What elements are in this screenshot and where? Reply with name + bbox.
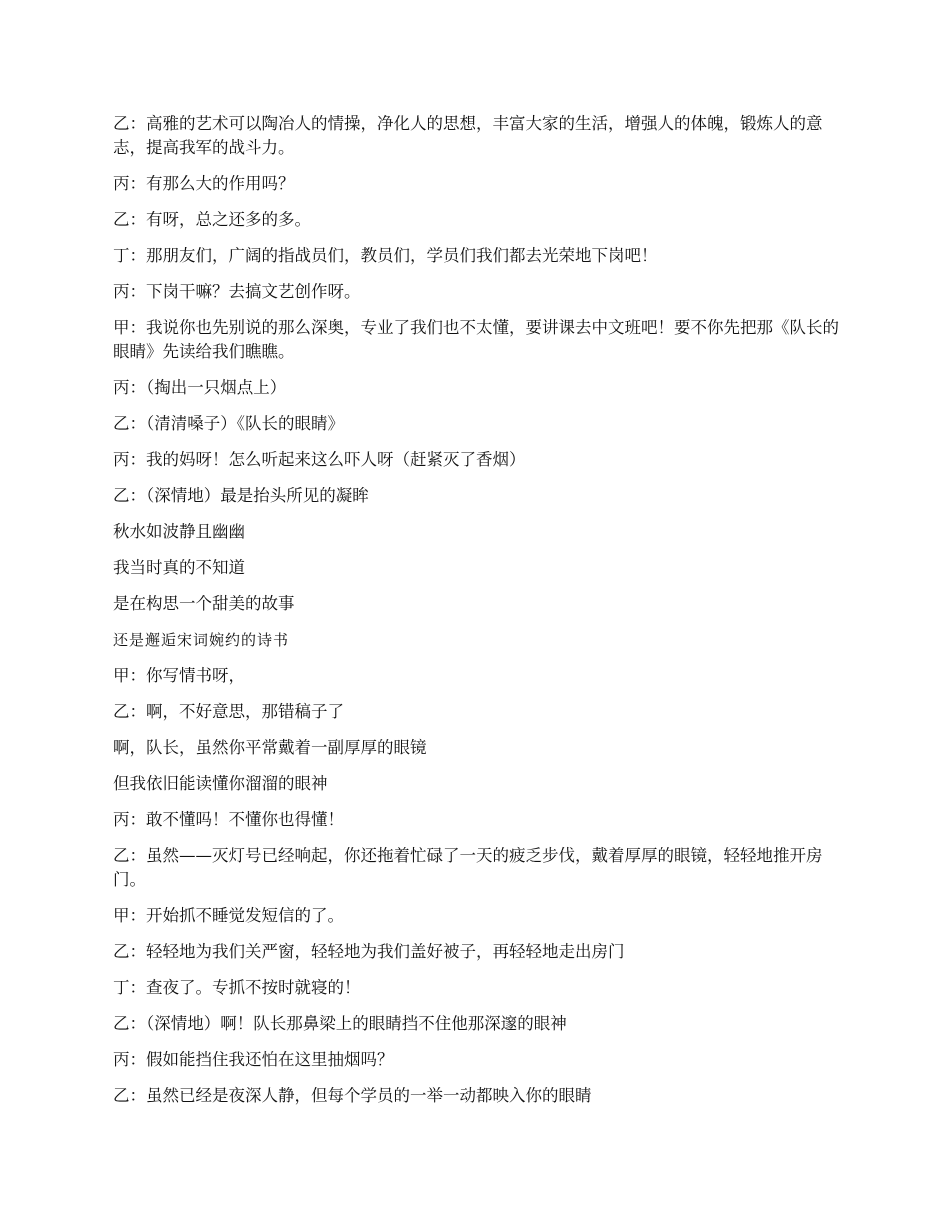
paragraph: 乙：高雅的艺术可以陶冶人的情操，净化人的思想，丰富大家的生活，增强人的体魄，锻炼人的意志，提高我军的战斗力。 bbox=[113, 114, 823, 157]
paragraph: 丁：那朋友们，广阔的指战员们，教员们，学员们我们都去光荣地下岗吧！ bbox=[113, 246, 658, 265]
paragraph: 乙：轻轻地为我们关严窗，轻轻地为我们盖好被子，再轻轻地走出房门 bbox=[113, 942, 625, 961]
paragraph: 丙：敢不懂吗！不懂你也得懂！ bbox=[113, 810, 344, 829]
paragraph: 丁：查夜了。专抓不按时就寝的！ bbox=[113, 978, 361, 997]
paragraph: 甲：开始抓不睡觉发短信的了。 bbox=[113, 906, 344, 925]
paragraph: 丙：假如能挡住我还怕在这里抽烟吗？ bbox=[113, 1050, 394, 1069]
document-body bbox=[113, 112, 843, 1120]
paragraph: 丙：我的妈呀！怎么听起来这么吓人呀（赶紧灭了香烟） bbox=[113, 450, 526, 469]
paragraph: 乙：（清清嗓子）《队长的眼睛》 bbox=[113, 414, 344, 433]
poem-line: 秋水如波静且幽幽 bbox=[113, 522, 245, 541]
poem-line: 啊，队长，虽然你平常戴着一副厚厚的眼镜 bbox=[113, 738, 427, 757]
paragraph: 乙：（深情地）啊！队长那鼻梁上的眼睛挡不住他那深邃的眼神 bbox=[113, 1014, 567, 1033]
paragraph: 丙：有那么大的作用吗？ bbox=[113, 174, 295, 193]
paragraph: 甲：你写情书呀， bbox=[113, 666, 245, 685]
paragraph: 丙：下岗干嘛？去搞文艺创作呀。 bbox=[113, 282, 361, 301]
poem-line: 但我依旧能读懂你溜溜的眼神 bbox=[113, 774, 328, 793]
paragraph: 乙：啊，不好意思，那错稿子了 bbox=[113, 702, 344, 721]
poem-line: 是在构思一个甜美的故事 bbox=[113, 594, 295, 613]
paragraph: 甲：我说你也先别说的那么深奥，专业了我们也不太懂，要讲课去中文班吧！要不你先把那《队长的眼睛》先读给我们瞧瞧。 bbox=[113, 318, 839, 361]
paragraph: 乙：有呀，总之还多的多。 bbox=[113, 210, 311, 229]
poem-line: 我当时真的不知道 bbox=[113, 558, 245, 577]
poem-line: 还是邂逅宋词婉约的诗书 bbox=[113, 631, 290, 649]
paragraph: 乙：虽然已经是夜深人静，但每个学员的一举一动都映入你的眼睛 bbox=[113, 1086, 592, 1105]
paragraph: 乙：虽然——灭灯号已经响起，你还拖着忙碌了一天的疲乏步伐，戴着厚厚的眼镜，轻轻地推开房门。 bbox=[113, 846, 823, 889]
paragraph: 丙：（掏出一只烟点上） bbox=[113, 378, 287, 397]
paragraph: 乙：（深情地）最是抬头所见的凝眸 bbox=[113, 486, 369, 505]
